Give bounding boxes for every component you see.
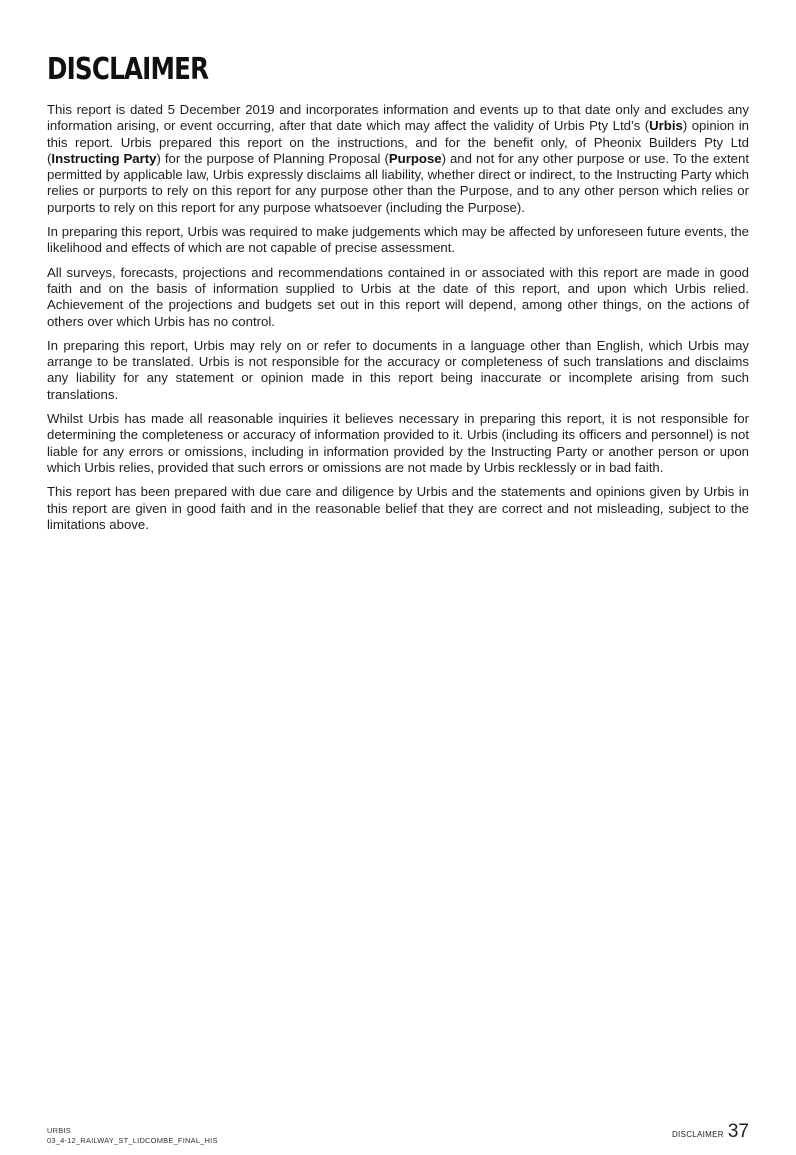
text-segment: ) and not for any other purpose or use. To the extent permitted by applicable law, Urbis expressly disclaims all liability, whether direct or indirect, to the Instructing Party which relies or purports to rely on this report for any purpose other than the Purpose, and to any other person which relies or purports to rely on this report for any purpose whatsoever (including the Purpose). xyxy=(47,150,749,215)
paragraph xyxy=(47,224,749,257)
text-segment: This report is dated 5 December 2019 and incorporates information and events up to that date only and excludes any information arising, or event occurring, after that date which may affect the validity of Urbis Pty Ltd’s ( xyxy=(47,102,749,134)
defined-term: Instructing Party xyxy=(51,150,157,166)
paragraph xyxy=(47,102,749,216)
footer-document-info xyxy=(47,1126,218,1145)
footer-company: URBIS xyxy=(47,1126,71,1135)
text-segment: All surveys, forecasts, projections and recommendations contained in or associated with this report are made in good faith and on the basis of information supplied to Urbis at the date of this report, and upon which Urbis relied. Achievement of the projections and budgets set out in this report will depend, among other things, on the actions of others over which Urbis has no control. xyxy=(47,264,749,329)
page-number: 37 xyxy=(727,1121,749,1142)
paragraph xyxy=(47,484,749,533)
footer-page-info xyxy=(672,1122,749,1142)
paragraph xyxy=(47,338,749,403)
defined-term: Purpose xyxy=(388,150,442,166)
text-segment: In preparing this report, Urbis was required to make judgements which may be affected by unforeseen future events, the likelihood and effects of which are not capable of precise assessment. xyxy=(47,224,749,256)
paragraph xyxy=(47,265,749,330)
text-segment: In preparing this report, Urbis may rely on or refer to documents in a language other than English, which Urbis may arrange to be translated. Urbis is not responsible for the accuracy or completeness of such translations and disclaims any liability for any statement or opinion made in this report being inaccurate or incomplete arising from such translations. xyxy=(47,337,749,402)
footer-section-name: DISCLAIMER xyxy=(671,1130,724,1139)
text-segment: ) opinion in this report. Urbis prepared this report on the instructions, and for the benefit only, of Pheonix Builders Pty Ltd ( xyxy=(47,118,750,166)
page-title: DISCLAIMER xyxy=(47,52,209,87)
defined-term: Urbis xyxy=(649,118,683,134)
text-segment: This report has been prepared with due care and diligence by Urbis and the statements and opinions given by Urbis in this report are given in good faith and in the reasonable belief that they are correct and not misleading, subject to the limitations above. xyxy=(47,484,749,532)
disclaimer-body xyxy=(47,102,749,541)
paragraph xyxy=(47,411,749,476)
footer-document-ref: 03_4-12_RAILWAY_ST_LIDCOMBE_FINAL_HIS xyxy=(47,1135,218,1145)
text-segment: Whilst Urbis has made all reasonable inquiries it believes necessary in preparing this report, it is not responsible for determining the completeness or accuracy of information provided to it. Urbis (including its officers and personnel) is not liable for any errors or omissions, including in information provided by the Instructing Party or another person or upon which Urbis relies, provided that such errors or omissions are not made by Urbis recklessly or in bad faith. xyxy=(47,411,749,475)
text-segment: ) for the purpose of Planning Proposal ( xyxy=(156,150,389,166)
